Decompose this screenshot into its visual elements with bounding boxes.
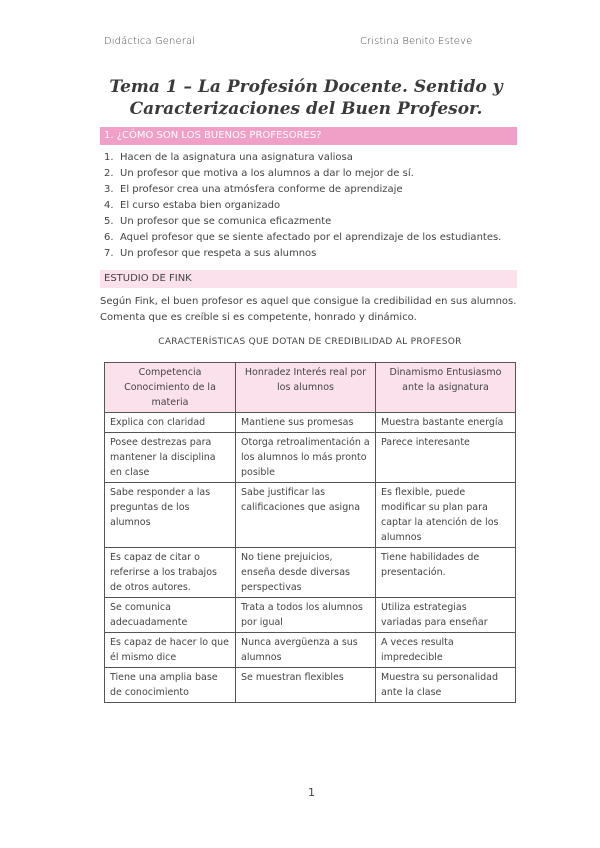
list-item <box>104 182 524 198</box>
table-row <box>105 633 516 668</box>
table-cell: Trata a todos los alumnos por igual <box>236 598 376 633</box>
table-row <box>105 668 516 703</box>
list-item-number: 5. <box>104 216 114 227</box>
table-cell: Sabe justificar las calificaciones que asigna <box>236 483 376 548</box>
table-cell: Mantiene sus promesas <box>236 413 376 433</box>
title-line-1: Tema 1 – La Profesión Docente. Sentido y <box>109 77 503 97</box>
list-item-text: Un profesor que motiva a los alumnos a dar lo mejor de sí. <box>120 168 414 179</box>
table-cell: Sabe responder a las preguntas de los alumnos <box>105 483 236 548</box>
table-cell: Nunca avergüenza a sus alumnos <box>236 633 376 668</box>
list-item-number: 6. <box>104 232 114 243</box>
title-line-2: Caracterizaciones del Buen Profesor. <box>129 99 483 119</box>
list-item-number: 7. <box>104 248 114 259</box>
table-cell: Utiliza estrategias variadas para enseñar <box>376 598 516 633</box>
table-cell: Muestra su personalidad ante la clase <box>376 668 516 703</box>
list-item-text: Un profesor que respeta a sus alumnos <box>120 248 317 259</box>
table-row <box>105 413 516 433</box>
table-cell: No tiene prejuicios, enseña desde diversas perspectivas <box>236 548 376 598</box>
table-cell: Tiene habilidades de presentación. <box>376 548 516 598</box>
table-cell: Otorga retroalimentación a los alumnos lo más pronto posible <box>236 433 376 483</box>
list-item <box>104 198 524 214</box>
list-item <box>104 214 524 230</box>
table-cell: Tiene una amplia base de conocimiento <box>105 668 236 703</box>
list-item-text: Hacen de la asignatura una asignatura valiosa <box>120 152 353 163</box>
table-row <box>105 548 516 598</box>
list-item-number: 4. <box>104 200 114 211</box>
header-dinamismo: Dinamismo Entusiasmo ante la asignatura <box>376 363 516 413</box>
header-course: Didáctica General <box>104 36 196 47</box>
credibility-table <box>104 362 516 703</box>
table-cell: Es capaz de hacer lo que él mismo dice <box>105 633 236 668</box>
table-cell: Explica con claridad <box>105 413 236 433</box>
table-cell: Es flexible, puede modificar su plan para captar la atención de los alumnos <box>376 483 516 548</box>
header-honradez: Honradez Interés real por los alumnos <box>236 363 376 413</box>
list-item-text: Un profesor que se comunica eficazmente <box>120 216 332 227</box>
list-item <box>104 150 524 166</box>
list-item <box>104 230 524 246</box>
table-cell: Se comunica adecuadamente <box>105 598 236 633</box>
list-item-number: 1. <box>104 152 114 163</box>
list-item-number: 2. <box>104 168 114 179</box>
section-heading-fink: ESTUDIO DE FINK <box>100 270 517 288</box>
list-item-text: Aquel profesor que se siente afectado por el aprendizaje de los estudiantes. <box>120 232 502 243</box>
page-title <box>92 76 520 120</box>
table-cell: Se muestran flexibles <box>236 668 376 703</box>
table-cell: Parece interesante <box>376 433 516 483</box>
list-item-text: El profesor crea una atmósfera conforme de aprendizaje <box>120 184 403 195</box>
list-item <box>104 246 524 262</box>
list-item-text: El curso estaba bien organizado <box>120 200 281 211</box>
table-row <box>105 433 516 483</box>
list-item <box>104 166 524 182</box>
header-competencia: Competencia Conocimiento de la materia <box>105 363 236 413</box>
fink-paragraph: Según Fink, el buen profesor es aquel que consigue la credibilidad en sus alumnos. Comenta que es creíble si es competente, honrado y dinámico. <box>100 296 517 323</box>
list-item-number: 3. <box>104 184 114 195</box>
table-row <box>105 483 516 548</box>
table-cell: Posee destrezas para mantener la disciplina en clase <box>105 433 236 483</box>
table-header-row <box>105 363 516 413</box>
table-caption: CARACTERÍSTICAS QUE DOTAN DE CREDIBILIDAD AL PROFESOR <box>158 337 462 347</box>
table-cell: Muestra bastante energía <box>376 413 516 433</box>
page-number: 1 <box>308 786 315 799</box>
table-row <box>105 598 516 633</box>
good-teachers-list <box>104 150 524 262</box>
section-heading-good-teachers: 1. ¿CÓMO SON LOS BUENOS PROFESORES? <box>100 127 517 145</box>
table-cell: Es capaz de citar o referirse a los trabajos de otros autores. <box>105 548 236 598</box>
table-cell: A veces resulta impredecible <box>376 633 516 668</box>
header-author: Cristina Benito Esteve <box>360 36 473 47</box>
